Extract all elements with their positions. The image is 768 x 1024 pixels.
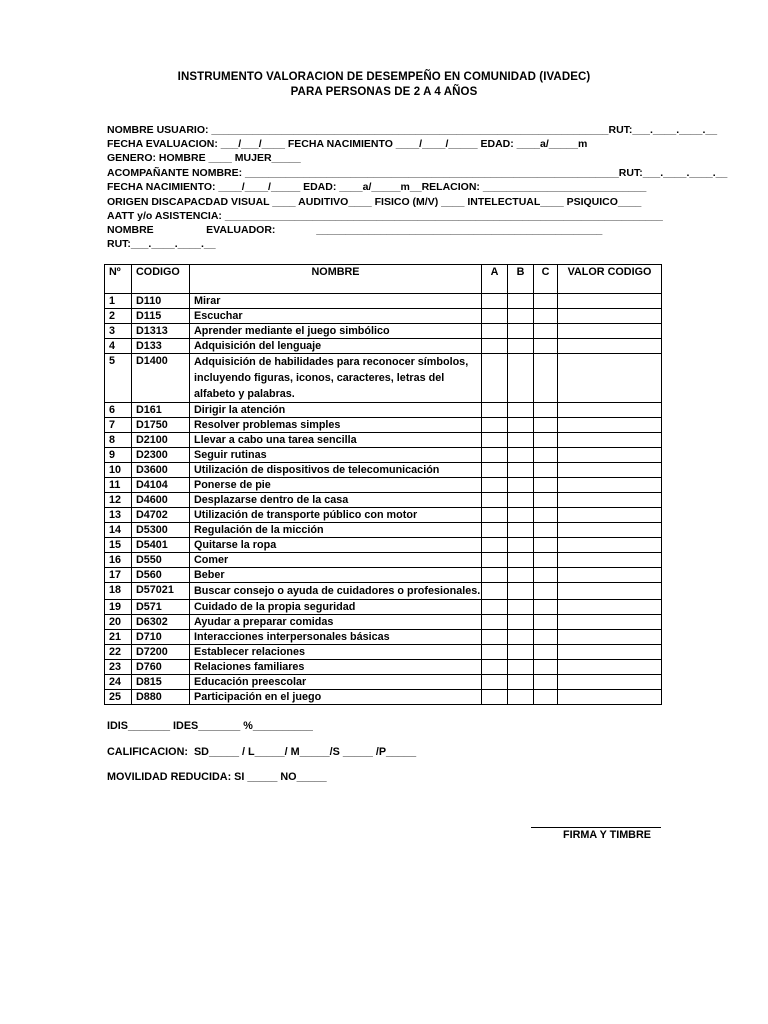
row-cell-c[interactable] — [534, 433, 558, 448]
row-cell-a[interactable] — [482, 660, 508, 675]
row-number: 20 — [105, 615, 132, 630]
field-aatt-asistencia[interactable]: AATT y/o ASISTENCIA: ___________________________________________________________________________ — [107, 210, 663, 222]
row-cell-b[interactable] — [508, 508, 534, 523]
row-cell-c[interactable] — [534, 600, 558, 615]
row-code: D880 — [132, 690, 190, 705]
header-b: B — [508, 265, 534, 294]
row-cell-b[interactable] — [508, 433, 534, 448]
row-code: D1400 — [132, 354, 190, 403]
row-cell-a[interactable] — [482, 630, 508, 645]
row-valor-codigo[interactable] — [558, 508, 662, 523]
row-cell-b[interactable] — [508, 600, 534, 615]
row-valor-codigo[interactable] — [558, 690, 662, 705]
row-valor-codigo[interactable] — [558, 309, 662, 324]
field-genero[interactable]: GENERO: HOMBRE ____ MUJER_____ — [107, 152, 301, 164]
row-cell-a[interactable] — [482, 493, 508, 508]
row-code: D4104 — [132, 478, 190, 493]
table-header-row — [105, 265, 662, 294]
table-row — [105, 403, 662, 418]
row-valor-codigo[interactable] — [558, 403, 662, 418]
row-cell-c[interactable] — [534, 538, 558, 553]
row-name: Comer — [190, 553, 482, 568]
row-valor-codigo[interactable] — [558, 645, 662, 660]
row-cell-a[interactable] — [482, 508, 508, 523]
row-number: 3 — [105, 324, 132, 339]
row-number: 4 — [105, 339, 132, 354]
row-cell-b[interactable] — [508, 493, 534, 508]
row-valor-codigo[interactable] — [558, 324, 662, 339]
row-code: D7200 — [132, 645, 190, 660]
row-cell-c[interactable] — [534, 523, 558, 538]
row-valor-codigo[interactable] — [558, 583, 662, 600]
row-cell-c[interactable] — [534, 568, 558, 583]
row-cell-c[interactable] — [534, 508, 558, 523]
row-code: D115 — [132, 309, 190, 324]
row-number: 19 — [105, 600, 132, 615]
row-cell-c[interactable] — [534, 339, 558, 354]
row-cell-b[interactable] — [508, 690, 534, 705]
row-cell-a[interactable] — [482, 690, 508, 705]
table-row — [105, 583, 662, 600]
row-code: D133 — [132, 339, 190, 354]
row-name: Adquisición de habilidades para reconocer símbolos, incluyendo figuras, iconos, caracteres, letras del alfabeto y palabras. — [190, 354, 482, 403]
row-number: 22 — [105, 645, 132, 660]
row-name: Ayudar a preparar comidas — [190, 615, 482, 630]
document-title-line-2: PARA PERSONAS DE 2 A 4 AÑOS — [290, 86, 478, 98]
row-code: D4702 — [132, 508, 190, 523]
row-number: 18 — [105, 583, 132, 600]
row-code: D57021 — [132, 583, 190, 600]
row-code: D4600 — [132, 493, 190, 508]
row-cell-b[interactable] — [508, 339, 534, 354]
row-number: 17 — [105, 568, 132, 583]
row-name: Llevar a cabo una tarea sencilla — [190, 433, 482, 448]
table-row — [105, 690, 662, 705]
row-code: D2100 — [132, 433, 190, 448]
header-num: Nº — [105, 265, 132, 294]
row-cell-c[interactable] — [534, 448, 558, 463]
row-cell-a[interactable] — [482, 418, 508, 433]
row-cell-a[interactable] — [482, 294, 508, 309]
row-cell-a[interactable] — [482, 538, 508, 553]
row-cell-c[interactable] — [534, 675, 558, 690]
row-name: Buscar consejo o ayuda de cuidadores o profesionales. — [190, 583, 482, 600]
row-code: D3600 — [132, 463, 190, 478]
row-number: 21 — [105, 630, 132, 645]
row-cell-a[interactable] — [482, 463, 508, 478]
row-cell-a[interactable] — [482, 583, 508, 600]
field-fecha-nacimiento-acompanante[interactable]: FECHA NACIMIENTO: ____/____/_____ EDAD: ____a/_____m__RELACION: ____________________________ — [107, 181, 647, 193]
row-code: D6302 — [132, 615, 190, 630]
table-row — [105, 448, 662, 463]
row-name: Participación en el juego — [190, 690, 482, 705]
header-a: A — [482, 265, 508, 294]
field-origen-discapacidad[interactable]: ORIGEN DISCAPACDAD VISUAL ____ AUDITIVO____ FISICO (M/V) ____ INTELECTUAL____ PSIQUICO____ — [107, 196, 642, 208]
field-acompanante[interactable]: ACOMPAÑANTE NOMBRE: ________________________________________________________________RUT:___.____.____.__ — [107, 167, 728, 179]
row-cell-b[interactable] — [508, 645, 534, 660]
row-cell-b[interactable] — [508, 309, 534, 324]
row-cell-b[interactable] — [508, 660, 534, 675]
row-cell-c[interactable] — [534, 418, 558, 433]
field-movilidad-reducida[interactable]: MOVILIDAD REDUCIDA: SI _____ NO_____ — [107, 771, 327, 783]
header-nombre: NOMBRE — [190, 265, 482, 294]
row-cell-b[interactable] — [508, 583, 534, 600]
field-nombre-usuario[interactable]: NOMBRE USUARIO: ____________________________________________________________________RUT:___.____.____.__ — [107, 124, 718, 136]
row-cell-c[interactable] — [534, 583, 558, 600]
row-valor-codigo[interactable] — [558, 354, 662, 403]
row-number: 11 — [105, 478, 132, 493]
row-cell-a[interactable] — [482, 615, 508, 630]
table-row — [105, 615, 662, 630]
signature-label: FIRMA Y TIMBRE — [563, 829, 651, 841]
row-valor-codigo[interactable] — [558, 615, 662, 630]
row-name: Regulación de la micción — [190, 523, 482, 538]
row-valor-codigo[interactable] — [558, 478, 662, 493]
row-cell-a[interactable] — [482, 600, 508, 615]
row-cell-b[interactable] — [508, 354, 534, 403]
row-name: Dirigir la atención — [190, 403, 482, 418]
row-valor-codigo[interactable] — [558, 538, 662, 553]
row-valor-codigo[interactable] — [558, 294, 662, 309]
row-cell-a[interactable] — [482, 523, 508, 538]
table-row — [105, 294, 662, 309]
row-cell-b[interactable] — [508, 294, 534, 309]
row-cell-c[interactable] — [534, 615, 558, 630]
row-cell-a[interactable] — [482, 645, 508, 660]
row-valor-codigo[interactable] — [558, 463, 662, 478]
table-row — [105, 339, 662, 354]
row-name: Educación preescolar — [190, 675, 482, 690]
row-cell-c[interactable] — [534, 324, 558, 339]
row-cell-a[interactable] — [482, 553, 508, 568]
row-name: Utilización de dispositivos de telecomunicación — [190, 463, 482, 478]
row-valor-codigo[interactable] — [558, 630, 662, 645]
document-title-line-1: INSTRUMENTO VALORACION DE DESEMPEÑO EN COMUNIDAD (IVADEC) — [177, 71, 591, 83]
row-code: D1750 — [132, 418, 190, 433]
row-cell-b[interactable] — [508, 418, 534, 433]
row-cell-c[interactable] — [534, 660, 558, 675]
row-code: D2300 — [132, 448, 190, 463]
table-row — [105, 463, 662, 478]
evaluation-table — [104, 264, 662, 705]
row-cell-a[interactable] — [482, 478, 508, 493]
table-row — [105, 568, 662, 583]
row-cell-b[interactable] — [508, 615, 534, 630]
row-cell-b[interactable] — [508, 538, 534, 553]
row-cell-c[interactable] — [534, 690, 558, 705]
row-cell-b[interactable] — [508, 403, 534, 418]
row-cell-c[interactable] — [534, 294, 558, 309]
row-number: 2 — [105, 309, 132, 324]
table-row — [105, 354, 662, 403]
row-valor-codigo[interactable] — [558, 523, 662, 538]
row-valor-codigo[interactable] — [558, 675, 662, 690]
row-valor-codigo[interactable] — [558, 568, 662, 583]
row-name: Beber — [190, 568, 482, 583]
row-valor-codigo[interactable] — [558, 339, 662, 354]
table-row — [105, 660, 662, 675]
row-cell-c[interactable] — [534, 354, 558, 403]
row-name: Mirar — [190, 294, 482, 309]
row-number: 25 — [105, 690, 132, 705]
row-number: 7 — [105, 418, 132, 433]
field-fecha-evaluacion[interactable]: FECHA EVALUACION: ___/___/____ FECHA NACIMIENTO ____/____/_____ EDAD: ____a/_____m — [107, 138, 588, 150]
row-cell-b[interactable] — [508, 324, 534, 339]
row-cell-b[interactable] — [508, 675, 534, 690]
row-cell-a[interactable] — [482, 675, 508, 690]
row-cell-c[interactable] — [534, 493, 558, 508]
row-cell-b[interactable] — [508, 553, 534, 568]
table-row — [105, 630, 662, 645]
row-name: Resolver problemas simples — [190, 418, 482, 433]
field-nombre-evaluador[interactable]: NOMBRE EVALUADOR: _________________________________________________ — [107, 224, 603, 236]
row-name: Cuidado de la propia seguridad — [190, 600, 482, 615]
row-code: D760 — [132, 660, 190, 675]
row-valor-codigo[interactable] — [558, 600, 662, 615]
row-cell-b[interactable] — [508, 523, 534, 538]
table-row — [105, 418, 662, 433]
row-code: D110 — [132, 294, 190, 309]
row-number: 13 — [105, 508, 132, 523]
row-number: 16 — [105, 553, 132, 568]
row-name: Seguir rutinas — [190, 448, 482, 463]
row-number: 23 — [105, 660, 132, 675]
row-code: D710 — [132, 630, 190, 645]
row-valor-codigo[interactable] — [558, 493, 662, 508]
row-code: D550 — [132, 553, 190, 568]
row-cell-a[interactable] — [482, 448, 508, 463]
table-row — [105, 433, 662, 448]
row-code: D815 — [132, 675, 190, 690]
field-rut-evaluador[interactable]: RUT:___.____.____.__ — [107, 238, 216, 250]
row-cell-c[interactable] — [534, 463, 558, 478]
row-name: Desplazarse dentro de la casa — [190, 493, 482, 508]
row-name: Aprender mediante el juego simbólico — [190, 324, 482, 339]
row-cell-c[interactable] — [534, 553, 558, 568]
row-number: 10 — [105, 463, 132, 478]
row-code: D1313 — [132, 324, 190, 339]
row-cell-a[interactable] — [482, 324, 508, 339]
table-row — [105, 493, 662, 508]
row-cell-a[interactable] — [482, 309, 508, 324]
row-number: 5 — [105, 354, 132, 403]
row-name: Interacciones interpersonales básicas — [190, 630, 482, 645]
row-name: Adquisición del lenguaje — [190, 339, 482, 354]
row-number: 6 — [105, 403, 132, 418]
row-cell-a[interactable] — [482, 403, 508, 418]
row-cell-b[interactable] — [508, 448, 534, 463]
row-cell-c[interactable] — [534, 309, 558, 324]
row-number: 12 — [105, 493, 132, 508]
row-code: D571 — [132, 600, 190, 615]
row-number: 14 — [105, 523, 132, 538]
field-calificacion[interactable]: CALIFICACION: SD_____ / L_____/ M_____/S _____ /P_____ — [107, 746, 417, 758]
signature-line[interactable] — [531, 827, 661, 828]
row-cell-b[interactable] — [508, 463, 534, 478]
row-cell-c[interactable] — [534, 403, 558, 418]
row-name: Quitarse la ropa — [190, 538, 482, 553]
table-row — [105, 553, 662, 568]
row-number: 1 — [105, 294, 132, 309]
row-number: 9 — [105, 448, 132, 463]
table-row — [105, 324, 662, 339]
row-cell-b[interactable] — [508, 568, 534, 583]
table-row — [105, 523, 662, 538]
row-number: 24 — [105, 675, 132, 690]
table-row — [105, 508, 662, 523]
row-cell-c[interactable] — [534, 645, 558, 660]
row-valor-codigo[interactable] — [558, 553, 662, 568]
table-row — [105, 478, 662, 493]
row-cell-a[interactable] — [482, 339, 508, 354]
header-c: C — [534, 265, 558, 294]
row-cell-a[interactable] — [482, 568, 508, 583]
row-valor-codigo[interactable] — [558, 448, 662, 463]
row-cell-b[interactable] — [508, 478, 534, 493]
row-name: Escuchar — [190, 309, 482, 324]
row-cell-a[interactable] — [482, 354, 508, 403]
table-row — [105, 600, 662, 615]
row-cell-b[interactable] — [508, 630, 534, 645]
row-code: D560 — [132, 568, 190, 583]
header-codigo: CODIGO — [132, 265, 190, 294]
table-row — [105, 538, 662, 553]
row-cell-c[interactable] — [534, 630, 558, 645]
field-idis-ides[interactable]: IDIS_______ IDES_______ %__________ — [107, 720, 313, 732]
row-name: Relaciones familiares — [190, 660, 482, 675]
row-valor-codigo[interactable] — [558, 433, 662, 448]
table-row — [105, 309, 662, 324]
row-code: D161 — [132, 403, 190, 418]
row-valor-codigo[interactable] — [558, 418, 662, 433]
row-name: Establecer relaciones — [190, 645, 482, 660]
row-code: D5300 — [132, 523, 190, 538]
header-valor-codigo: VALOR CODIGO — [558, 265, 662, 294]
row-valor-codigo[interactable] — [558, 660, 662, 675]
table-row — [105, 645, 662, 660]
row-number: 8 — [105, 433, 132, 448]
table-row — [105, 675, 662, 690]
row-number: 15 — [105, 538, 132, 553]
row-name: Ponerse de pie — [190, 478, 482, 493]
row-code: D5401 — [132, 538, 190, 553]
row-cell-c[interactable] — [534, 478, 558, 493]
row-name: Utilización de transporte público con motor — [190, 508, 482, 523]
row-cell-a[interactable] — [482, 433, 508, 448]
